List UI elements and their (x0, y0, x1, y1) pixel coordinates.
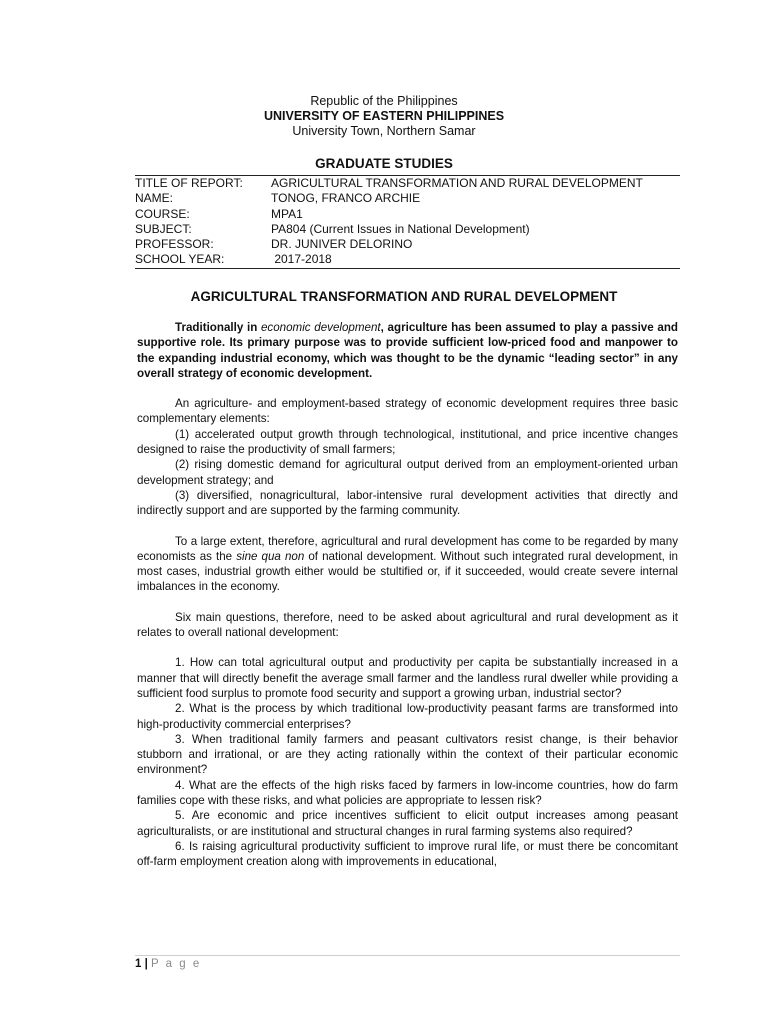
text-run: Traditionally in (175, 321, 261, 334)
strategy-element-1: (1) accelerated output growth through technological, institutional, and price incentive changes designed to raise the productivity of small farmers; (137, 427, 678, 457)
info-value: DR. JUNIVER DELORINO (271, 237, 413, 252)
info-value: MPA1 (271, 206, 303, 221)
text-run: of national development. Without such integrated rural development, in most cases, industrial growth either would be stultified or, if it succeeded, would create severe internal imbalances in the economy. (137, 549, 678, 594)
university-name: UNIVERSITY OF EASTERN PHILIPPINES (263, 109, 505, 123)
info-value: AGRICULTURAL TRANSFORMATION AND RURAL DEVELOPMENT (271, 176, 643, 190)
section-title: GRADUATE STUDIES (315, 156, 453, 171)
paragraph-sine-qua-non (137, 534, 678, 595)
strategy-element-3: (3) diversified, nonagricultural, labor-intensive rural development activities that directly and indirectly support and are supported by the farming community. (137, 488, 678, 518)
info-value: 2017-2018 (271, 252, 332, 267)
page-label: P a g e (151, 958, 202, 970)
strategy-element-2: (2) rising domestic demand for agricultural output derived from an employment-oriented urban development strategy; and (137, 458, 678, 487)
paragraph-intro (137, 320, 678, 381)
page-footer (135, 958, 201, 970)
question-4: 4. What are the effects of the high risks faced by farmers in low-income countries, how do farm families cope with these risks, and what policies are appropriate to lessen risk? (137, 778, 678, 808)
page-number: 1 (135, 958, 142, 970)
info-value: TONOG, FRANCO ARCHIE (271, 191, 421, 206)
info-row (135, 176, 680, 192)
report-body (137, 320, 678, 870)
question-5: 5. Are economic and price incentives sufficient to elicit output increases among peasant agriculturalists, or are institutional and structural changes in rural farming systems also required? (137, 809, 678, 838)
info-key: PROFESSOR: (135, 237, 214, 252)
letterhead (0, 94, 768, 139)
info-row (135, 222, 680, 237)
paragraph-questions-intro: Six main questions, therefore, need to be asked about agricultural and rural development as it relates to overall national development: (137, 610, 678, 640)
question-3: 3. When traditional family farmers and peasant cultivators resist change, is their behavior stubborn and irrational, or are they acting rationally within the context of their particular economic environment? (137, 732, 678, 777)
info-key: NAME: (135, 191, 174, 206)
question-2: 2. What is the process by which traditional low-productivity peasant farms are transformed into high-productivity commercial enterprises? (137, 702, 678, 731)
university-location: University Town, Northern Samar (292, 124, 476, 138)
country-line: Republic of the Philippines (310, 94, 458, 108)
info-row (135, 191, 680, 206)
emphasis-term: sine qua non (236, 549, 305, 563)
text-run: , agriculture has been assumed to play a passive and supportive role. Its primary purpose was to provide sufficient low-priced food and manpower to the expanding industrial economy, which was thought to be the dynamic “leading sector” in any overall strategy of economic development. (137, 321, 678, 380)
question-6: 6. Is raising agricultural productivity sufficient to improve rural life, or must there be concomitant off-farm employment creation along with improvements in educational, (137, 839, 678, 869)
info-key: COURSE: (135, 206, 190, 221)
report-info-table (135, 175, 680, 269)
footer-divider (135, 955, 680, 956)
info-row (135, 207, 680, 222)
emphasis-term: economic development (260, 321, 381, 334)
report-title: AGRICULTURAL TRANSFORMATION AND RURAL DEVELOPMENT (190, 289, 618, 304)
info-key: SCHOOL YEAR: (135, 252, 225, 267)
info-row (135, 252, 680, 268)
question-1: 1. How can total agricultural output and productivity per capita be substantially increased in a manner that will directly benefit the average small farmer and the landless rural dweller while providing a sufficient food surplus to promote food security and support a growing urban, industrial sector? (137, 656, 678, 700)
text-run: To a large extent, therefore, agricultural and rural development has come to be regarded by many economists as the (137, 534, 678, 563)
info-key: TITLE OF REPORT: (135, 176, 243, 190)
paragraph-strategy: An agriculture- and employment-based strategy of economic development requires three basic complementary elements: (137, 397, 678, 426)
info-row (135, 237, 680, 252)
footer-separator: | (141, 958, 152, 970)
info-value: PA804 (Current Issues in National Development) (271, 221, 530, 236)
info-key: SUBJECT: (135, 221, 192, 236)
